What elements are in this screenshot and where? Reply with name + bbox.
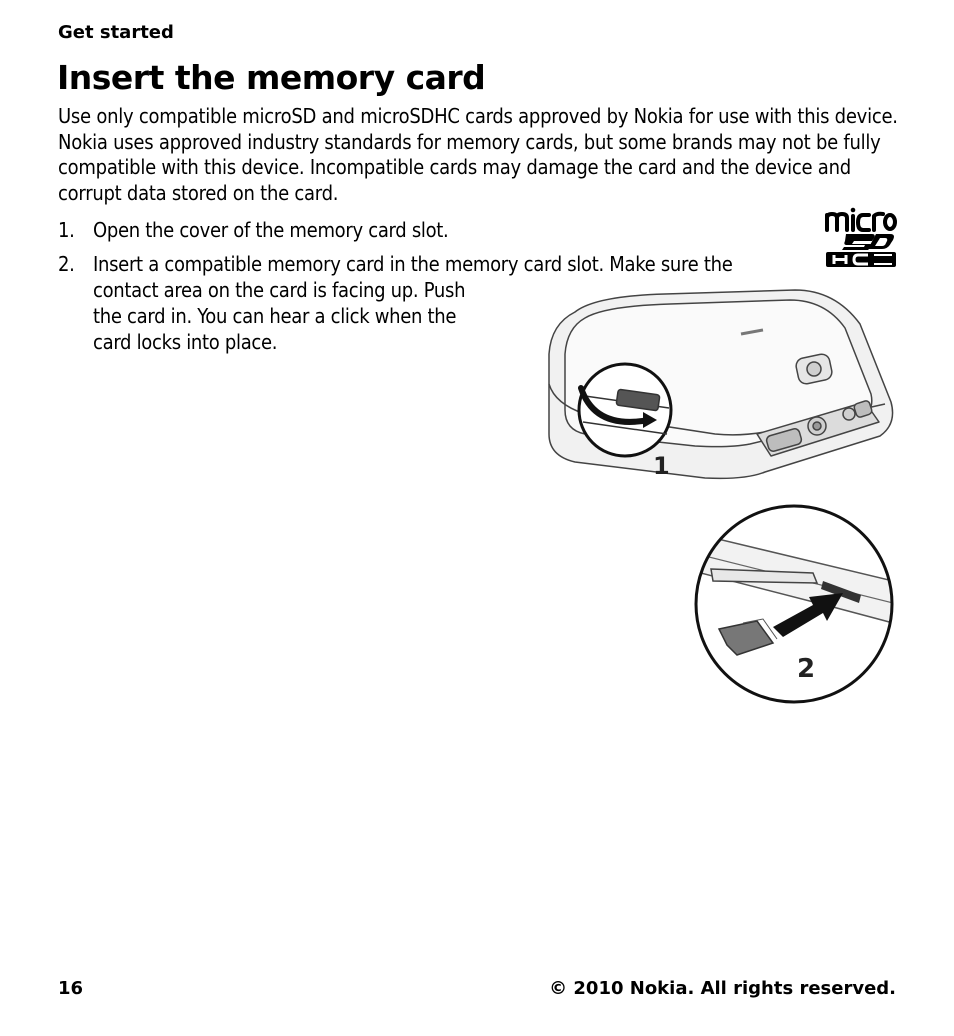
step-number: 1. — [58, 218, 75, 242]
step-number: 2. — [58, 252, 75, 276]
callout-2: 2 — [797, 654, 816, 684]
page-title: Insert the memory card — [57, 58, 486, 97]
intro-paragraph: Use only compatible microSD and microSDHC cards approved by Nokia for use with this device. Nokia uses approved industry standards for memory cards, but some brands may not be fully compatible with this device. Incompatible cards may damage the card and the device and corrupt data stored on the card. — [58, 104, 898, 205]
copyright-notice: © 2010 Nokia. All rights reserved. — [549, 978, 896, 999]
card-insert-illustration — [693, 503, 896, 706]
step-text-line: card locks into place. — [93, 330, 278, 354]
step-text-line: Insert a compatible memory card in the memory card slot. Make sure the — [93, 252, 733, 276]
phone-back-illustration — [545, 284, 897, 484]
callout-1: 1 — [653, 452, 670, 480]
microsdhc-logo-icon — [824, 206, 898, 268]
step-text: Open the cover of the memory card slot. — [93, 218, 449, 242]
page-number: 16 — [58, 978, 84, 999]
step-text-line: contact area on the card is facing up. Push — [93, 278, 466, 302]
step-text-line: the card in. You can hear a click when the — [93, 304, 457, 328]
section-label: Get started — [58, 22, 174, 43]
